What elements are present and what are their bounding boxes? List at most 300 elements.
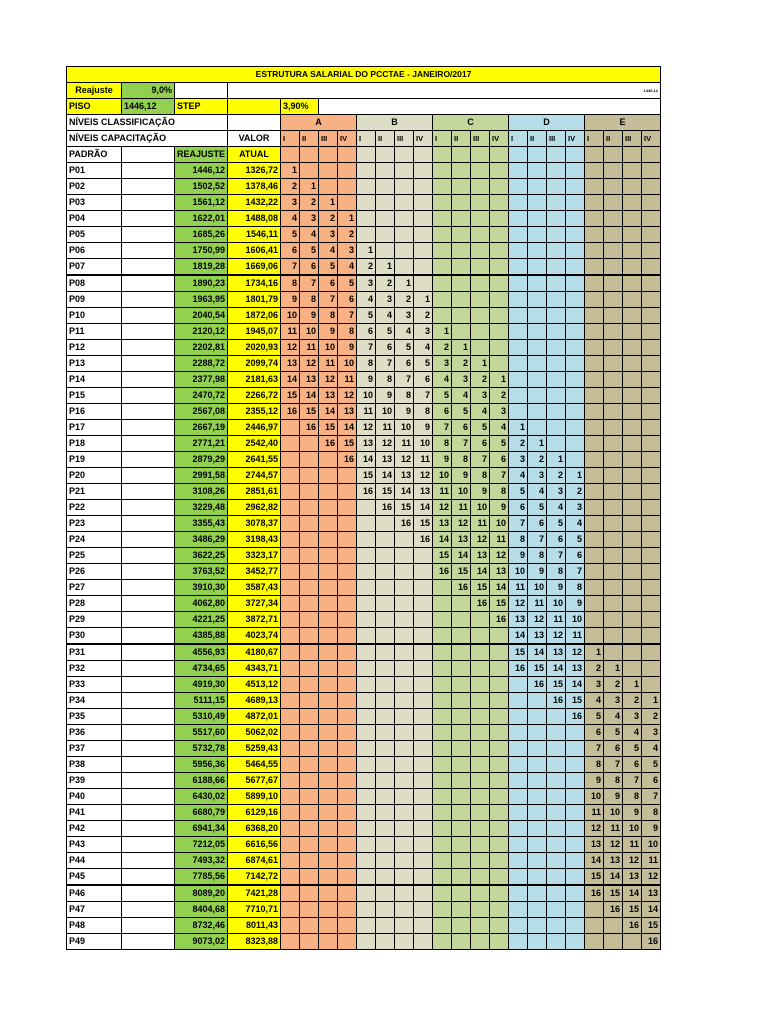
- empty-cell[interactable]: [300, 918, 319, 934]
- atual-cell[interactable]: 5062,02: [228, 725, 281, 741]
- empty-cell[interactable]: [376, 516, 395, 532]
- empty-cell[interactable]: [338, 484, 357, 500]
- empty-cell[interactable]: [585, 564, 604, 580]
- level-cell[interactable]: 5: [338, 275, 357, 292]
- empty-cell[interactable]: [566, 195, 585, 211]
- empty-cell[interactable]: [566, 725, 585, 741]
- empty-cell[interactable]: [566, 869, 585, 886]
- level-cell[interactable]: 14: [490, 580, 509, 596]
- level-cell[interactable]: 7: [300, 275, 319, 292]
- empty-cell[interactable]: [623, 324, 642, 340]
- empty-cell[interactable]: [509, 388, 528, 404]
- empty-cell[interactable]: [281, 468, 300, 484]
- empty-cell[interactable]: [547, 789, 566, 805]
- empty-cell[interactable]: [357, 612, 376, 628]
- level-cell[interactable]: 9: [433, 452, 452, 468]
- empty-cell[interactable]: [357, 902, 376, 918]
- level-cell[interactable]: 15: [433, 548, 452, 564]
- level-cell[interactable]: 13: [338, 404, 357, 420]
- padrao-cell[interactable]: P48: [67, 918, 122, 934]
- atual-cell[interactable]: 2099,74: [228, 356, 281, 372]
- empty-cell[interactable]: [471, 644, 490, 661]
- empty-cell[interactable]: [357, 821, 376, 837]
- empty-cell[interactable]: [357, 548, 376, 564]
- level-cell[interactable]: 2: [300, 195, 319, 211]
- level-cell[interactable]: 8: [490, 484, 509, 500]
- empty-cell[interactable]: [338, 468, 357, 484]
- empty-cell[interactable]: [122, 564, 175, 580]
- level-cell[interactable]: 11: [623, 837, 642, 853]
- level-cell[interactable]: 4: [528, 484, 547, 500]
- empty-cell[interactable]: [642, 292, 661, 308]
- reajuste-cell[interactable]: 2120,12: [175, 324, 228, 340]
- level-cell[interactable]: 14: [642, 902, 661, 918]
- empty-cell[interactable]: [642, 628, 661, 645]
- padrao-cell[interactable]: P06: [67, 243, 122, 259]
- empty-cell[interactable]: [528, 902, 547, 918]
- level-cell[interactable]: 12: [338, 388, 357, 404]
- atual-cell[interactable]: 3872,71: [228, 612, 281, 628]
- empty-cell[interactable]: [122, 388, 175, 404]
- empty-cell[interactable]: [528, 773, 547, 789]
- empty-cell[interactable]: [319, 918, 338, 934]
- empty-cell[interactable]: [566, 420, 585, 436]
- empty-cell[interactable]: [585, 580, 604, 596]
- level-cell[interactable]: 7: [642, 789, 661, 805]
- level-cell[interactable]: 8: [357, 356, 376, 372]
- empty-cell[interactable]: [433, 292, 452, 308]
- empty-cell[interactable]: [300, 548, 319, 564]
- padrao-cell[interactable]: P12: [67, 340, 122, 356]
- empty-cell[interactable]: [338, 195, 357, 211]
- empty-cell[interactable]: [357, 805, 376, 821]
- empty-cell[interactable]: [604, 484, 623, 500]
- empty-cell[interactable]: [528, 837, 547, 853]
- empty-cell[interactable]: [585, 420, 604, 436]
- empty-cell[interactable]: [566, 805, 585, 821]
- empty-cell[interactable]: [528, 195, 547, 211]
- empty-cell[interactable]: [338, 693, 357, 709]
- padrao-cell[interactable]: P26: [67, 564, 122, 580]
- empty-cell[interactable]: [509, 869, 528, 886]
- empty-cell[interactable]: [642, 677, 661, 693]
- empty-cell[interactable]: [642, 420, 661, 436]
- padrao-cell[interactable]: P07: [67, 259, 122, 276]
- level-cell[interactable]: 2: [566, 484, 585, 500]
- empty-cell[interactable]: [319, 468, 338, 484]
- empty-cell[interactable]: [452, 195, 471, 211]
- atual-cell[interactable]: 3078,37: [228, 516, 281, 532]
- level-cell[interactable]: 1: [395, 275, 414, 292]
- empty-cell[interactable]: [509, 308, 528, 324]
- empty-cell[interactable]: [357, 195, 376, 211]
- empty-cell[interactable]: [509, 163, 528, 179]
- empty-cell[interactable]: [281, 580, 300, 596]
- atual-cell[interactable]: 2181,63: [228, 372, 281, 388]
- level-cell[interactable]: 2: [528, 452, 547, 468]
- empty-cell[interactable]: [528, 805, 547, 821]
- empty-cell[interactable]: [566, 292, 585, 308]
- empty-cell[interactable]: [604, 436, 623, 452]
- level-cell[interactable]: 5: [319, 259, 338, 276]
- empty-cell[interactable]: [585, 340, 604, 356]
- level-cell[interactable]: 7: [623, 773, 642, 789]
- empty-cell[interactable]: [357, 580, 376, 596]
- level-cell[interactable]: 2: [509, 436, 528, 452]
- empty-cell[interactable]: [490, 324, 509, 340]
- empty-cell[interactable]: [122, 356, 175, 372]
- empty-cell[interactable]: [490, 693, 509, 709]
- empty-cell[interactable]: [433, 612, 452, 628]
- empty-cell[interactable]: [338, 725, 357, 741]
- level-cell[interactable]: 7: [509, 516, 528, 532]
- level-cell[interactable]: 4: [452, 388, 471, 404]
- empty-cell[interactable]: [414, 661, 433, 677]
- level-cell[interactable]: 6: [357, 324, 376, 340]
- empty-cell[interactable]: [642, 227, 661, 243]
- empty-cell[interactable]: [357, 789, 376, 805]
- level-cell[interactable]: 15: [528, 661, 547, 677]
- atual-cell[interactable]: 4689,13: [228, 693, 281, 709]
- empty-cell[interactable]: [623, 436, 642, 452]
- empty-cell[interactable]: [547, 709, 566, 725]
- empty-cell[interactable]: [490, 292, 509, 308]
- empty-cell[interactable]: [623, 292, 642, 308]
- level-cell[interactable]: 3: [281, 195, 300, 211]
- empty-cell[interactable]: [395, 259, 414, 276]
- empty-cell[interactable]: [585, 532, 604, 548]
- level-cell[interactable]: 1: [528, 436, 547, 452]
- level-cell[interactable]: 12: [376, 436, 395, 452]
- level-cell[interactable]: 6: [414, 372, 433, 388]
- reajuste-cell[interactable]: 2879,29: [175, 452, 228, 468]
- level-cell[interactable]: 13: [319, 388, 338, 404]
- level-cell[interactable]: 9: [338, 340, 357, 356]
- empty-cell[interactable]: [471, 211, 490, 227]
- empty-cell[interactable]: [547, 869, 566, 886]
- empty-cell[interactable]: [300, 612, 319, 628]
- empty-cell[interactable]: [395, 227, 414, 243]
- atual-cell[interactable]: 7142,72: [228, 869, 281, 886]
- level-cell[interactable]: 4: [281, 211, 300, 227]
- empty-cell[interactable]: [395, 789, 414, 805]
- empty-cell[interactable]: [528, 821, 547, 837]
- empty-cell[interactable]: [585, 388, 604, 404]
- empty-cell[interactable]: [490, 853, 509, 869]
- empty-cell[interactable]: [471, 789, 490, 805]
- empty-cell[interactable]: [490, 773, 509, 789]
- empty-cell[interactable]: [319, 163, 338, 179]
- level-cell[interactable]: 5: [433, 388, 452, 404]
- empty-cell[interactable]: [490, 709, 509, 725]
- empty-cell[interactable]: [433, 837, 452, 853]
- level-cell[interactable]: 9: [357, 372, 376, 388]
- empty-cell[interactable]: [122, 163, 175, 179]
- empty-cell[interactable]: [319, 677, 338, 693]
- level-cell[interactable]: 13: [281, 356, 300, 372]
- empty-cell[interactable]: [122, 644, 175, 661]
- empty-cell[interactable]: [395, 564, 414, 580]
- empty-cell[interactable]: [122, 259, 175, 276]
- level-cell[interactable]: 14: [338, 420, 357, 436]
- empty-cell[interactable]: [452, 837, 471, 853]
- empty-cell[interactable]: [433, 885, 452, 902]
- atual-cell[interactable]: 3198,43: [228, 532, 281, 548]
- empty-cell[interactable]: [122, 773, 175, 789]
- empty-cell[interactable]: [490, 757, 509, 773]
- empty-cell[interactable]: [471, 308, 490, 324]
- level-cell[interactable]: 1: [433, 324, 452, 340]
- empty-cell[interactable]: [122, 420, 175, 436]
- empty-cell[interactable]: [642, 356, 661, 372]
- reajuste-cell[interactable]: 2040,54: [175, 308, 228, 324]
- empty-cell[interactable]: [585, 243, 604, 259]
- level-cell[interactable]: 2: [281, 179, 300, 195]
- empty-cell[interactable]: [433, 709, 452, 725]
- empty-cell[interactable]: [319, 902, 338, 918]
- empty-cell[interactable]: [509, 275, 528, 292]
- empty-cell[interactable]: [300, 163, 319, 179]
- empty-cell[interactable]: [414, 195, 433, 211]
- atual-cell[interactable]: 1669,06: [228, 259, 281, 276]
- empty-cell[interactable]: [604, 227, 623, 243]
- atual-cell[interactable]: 7710,71: [228, 902, 281, 918]
- empty-cell[interactable]: [414, 612, 433, 628]
- empty-cell[interactable]: [338, 612, 357, 628]
- empty-cell[interactable]: [585, 628, 604, 645]
- empty-cell[interactable]: [585, 484, 604, 500]
- empty-cell[interactable]: [357, 677, 376, 693]
- padrao-cell[interactable]: P45: [67, 869, 122, 886]
- empty-cell[interactable]: [490, 644, 509, 661]
- empty-cell[interactable]: [642, 548, 661, 564]
- empty-cell[interactable]: [566, 227, 585, 243]
- level-cell[interactable]: 14: [604, 869, 623, 886]
- empty-cell[interactable]: [452, 805, 471, 821]
- empty-cell[interactable]: [281, 548, 300, 564]
- empty-cell[interactable]: [395, 532, 414, 548]
- level-cell[interactable]: 5: [281, 227, 300, 243]
- level-cell[interactable]: 2: [547, 468, 566, 484]
- empty-cell[interactable]: [642, 564, 661, 580]
- empty-cell[interactable]: [471, 757, 490, 773]
- empty-cell[interactable]: [433, 163, 452, 179]
- empty-cell[interactable]: [319, 564, 338, 580]
- padrao-cell[interactable]: P23: [67, 516, 122, 532]
- reajuste-cell[interactable]: 4062,80: [175, 596, 228, 612]
- level-cell[interactable]: 9: [319, 324, 338, 340]
- empty-cell[interactable]: [376, 709, 395, 725]
- level-cell[interactable]: 9: [281, 292, 300, 308]
- level-cell[interactable]: 4: [414, 340, 433, 356]
- empty-cell[interactable]: [281, 789, 300, 805]
- empty-cell[interactable]: [471, 163, 490, 179]
- empty-cell[interactable]: [357, 693, 376, 709]
- level-cell[interactable]: 8: [319, 308, 338, 324]
- atual-cell[interactable]: 1546,11: [228, 227, 281, 243]
- atual-cell[interactable]: 2744,57: [228, 468, 281, 484]
- empty-cell[interactable]: [490, 340, 509, 356]
- empty-cell[interactable]: [452, 644, 471, 661]
- empty-cell[interactable]: [319, 644, 338, 661]
- level-cell[interactable]: 10: [528, 580, 547, 596]
- empty-cell[interactable]: [357, 564, 376, 580]
- empty-cell[interactable]: [122, 918, 175, 934]
- empty-cell[interactable]: [395, 853, 414, 869]
- level-cell[interactable]: 15: [642, 918, 661, 934]
- level-cell[interactable]: 10: [300, 324, 319, 340]
- empty-cell[interactable]: [585, 436, 604, 452]
- empty-cell[interactable]: [357, 532, 376, 548]
- empty-cell[interactable]: [547, 388, 566, 404]
- empty-cell[interactable]: [122, 195, 175, 211]
- level-cell[interactable]: 15: [338, 436, 357, 452]
- level-cell[interactable]: 3: [623, 709, 642, 725]
- reajuste-cell[interactable]: 3622,25: [175, 548, 228, 564]
- empty-cell[interactable]: [490, 195, 509, 211]
- empty-cell[interactable]: [585, 356, 604, 372]
- reajuste-cell[interactable]: 6188,66: [175, 773, 228, 789]
- empty-cell[interactable]: [414, 773, 433, 789]
- atual-cell[interactable]: 1872,06: [228, 308, 281, 324]
- atual-cell[interactable]: 2446,97: [228, 420, 281, 436]
- padrao-cell[interactable]: P16: [67, 404, 122, 420]
- padrao-cell[interactable]: P09: [67, 292, 122, 308]
- empty-cell[interactable]: [319, 532, 338, 548]
- level-cell[interactable]: 10: [604, 805, 623, 821]
- empty-cell[interactable]: [395, 885, 414, 902]
- empty-cell[interactable]: [122, 372, 175, 388]
- empty-cell[interactable]: [319, 725, 338, 741]
- level-cell[interactable]: 12: [395, 452, 414, 468]
- level-cell[interactable]: 15: [490, 596, 509, 612]
- empty-cell[interactable]: [319, 596, 338, 612]
- empty-cell[interactable]: [604, 452, 623, 468]
- empty-cell[interactable]: [414, 805, 433, 821]
- level-cell[interactable]: 15: [395, 500, 414, 516]
- empty-cell[interactable]: [604, 612, 623, 628]
- empty-cell[interactable]: [585, 275, 604, 292]
- empty-cell[interactable]: [433, 741, 452, 757]
- level-cell[interactable]: 12: [604, 837, 623, 853]
- level-cell[interactable]: 12: [357, 420, 376, 436]
- level-cell[interactable]: 1: [357, 243, 376, 259]
- empty-cell[interactable]: [357, 885, 376, 902]
- empty-cell[interactable]: [338, 741, 357, 757]
- level-cell[interactable]: 16: [338, 452, 357, 468]
- empty-cell[interactable]: [414, 709, 433, 725]
- empty-cell[interactable]: [357, 837, 376, 853]
- empty-cell[interactable]: [319, 805, 338, 821]
- empty-cell[interactable]: [566, 837, 585, 853]
- empty-cell[interactable]: [395, 596, 414, 612]
- empty-cell[interactable]: [357, 661, 376, 677]
- empty-cell[interactable]: [122, 628, 175, 645]
- level-cell[interactable]: 3: [357, 275, 376, 292]
- reajuste-cell[interactable]: 9073,02: [175, 934, 228, 950]
- empty-cell[interactable]: [471, 677, 490, 693]
- empty-cell[interactable]: [490, 918, 509, 934]
- reajuste-cell[interactable]: 3486,29: [175, 532, 228, 548]
- empty-cell[interactable]: [395, 741, 414, 757]
- level-cell[interactable]: 16: [528, 677, 547, 693]
- level-cell[interactable]: 13: [452, 532, 471, 548]
- empty-cell[interactable]: [642, 532, 661, 548]
- empty-cell[interactable]: [376, 612, 395, 628]
- padrao-cell[interactable]: P08: [67, 275, 122, 292]
- level-cell[interactable]: 2: [414, 308, 433, 324]
- empty-cell[interactable]: [566, 821, 585, 837]
- empty-cell[interactable]: [604, 388, 623, 404]
- empty-cell[interactable]: [566, 757, 585, 773]
- empty-cell[interactable]: [490, 677, 509, 693]
- empty-cell[interactable]: [395, 869, 414, 886]
- empty-cell[interactable]: [471, 918, 490, 934]
- empty-cell[interactable]: [300, 773, 319, 789]
- empty-cell[interactable]: [414, 628, 433, 645]
- empty-cell[interactable]: [528, 934, 547, 950]
- empty-cell[interactable]: [566, 773, 585, 789]
- empty-cell[interactable]: [122, 853, 175, 869]
- empty-cell[interactable]: [281, 484, 300, 500]
- empty-cell[interactable]: [395, 548, 414, 564]
- empty-cell[interactable]: [281, 853, 300, 869]
- empty-cell[interactable]: [433, 853, 452, 869]
- empty-cell[interactable]: [585, 259, 604, 276]
- empty-cell[interactable]: [395, 628, 414, 645]
- empty-cell[interactable]: [122, 227, 175, 243]
- level-cell[interactable]: 16: [566, 709, 585, 725]
- empty-cell[interactable]: [547, 227, 566, 243]
- reajuste-cell[interactable]: 1750,99: [175, 243, 228, 259]
- empty-cell[interactable]: [300, 885, 319, 902]
- empty-cell[interactable]: [585, 596, 604, 612]
- level-cell[interactable]: 6: [338, 292, 357, 308]
- empty-cell[interactable]: [414, 259, 433, 276]
- level-cell[interactable]: 2: [585, 661, 604, 677]
- empty-cell[interactable]: [433, 580, 452, 596]
- empty-cell[interactable]: [566, 243, 585, 259]
- empty-cell[interactable]: [642, 179, 661, 195]
- empty-cell[interactable]: [623, 934, 642, 950]
- level-cell[interactable]: 4: [490, 420, 509, 436]
- level-cell[interactable]: 1: [642, 693, 661, 709]
- padrao-cell[interactable]: P44: [67, 853, 122, 869]
- empty-cell[interactable]: [281, 869, 300, 886]
- level-cell[interactable]: 1: [566, 468, 585, 484]
- level-cell[interactable]: 10: [357, 388, 376, 404]
- level-cell[interactable]: 10: [623, 821, 642, 837]
- empty-cell[interactable]: [357, 741, 376, 757]
- empty-cell[interactable]: [528, 388, 547, 404]
- empty-cell[interactable]: [376, 773, 395, 789]
- empty-cell[interactable]: [452, 596, 471, 612]
- empty-cell[interactable]: [642, 452, 661, 468]
- level-cell[interactable]: 12: [471, 532, 490, 548]
- empty-cell[interactable]: [566, 308, 585, 324]
- empty-cell[interactable]: [509, 211, 528, 227]
- empty-cell[interactable]: [395, 580, 414, 596]
- padrao-cell[interactable]: P18: [67, 436, 122, 452]
- empty-cell[interactable]: [623, 661, 642, 677]
- empty-cell[interactable]: [566, 324, 585, 340]
- empty-cell[interactable]: [281, 918, 300, 934]
- level-cell[interactable]: 2: [490, 388, 509, 404]
- empty-cell[interactable]: [357, 725, 376, 741]
- empty-cell[interactable]: [414, 693, 433, 709]
- empty-cell[interactable]: [357, 179, 376, 195]
- padrao-cell[interactable]: P11: [67, 324, 122, 340]
